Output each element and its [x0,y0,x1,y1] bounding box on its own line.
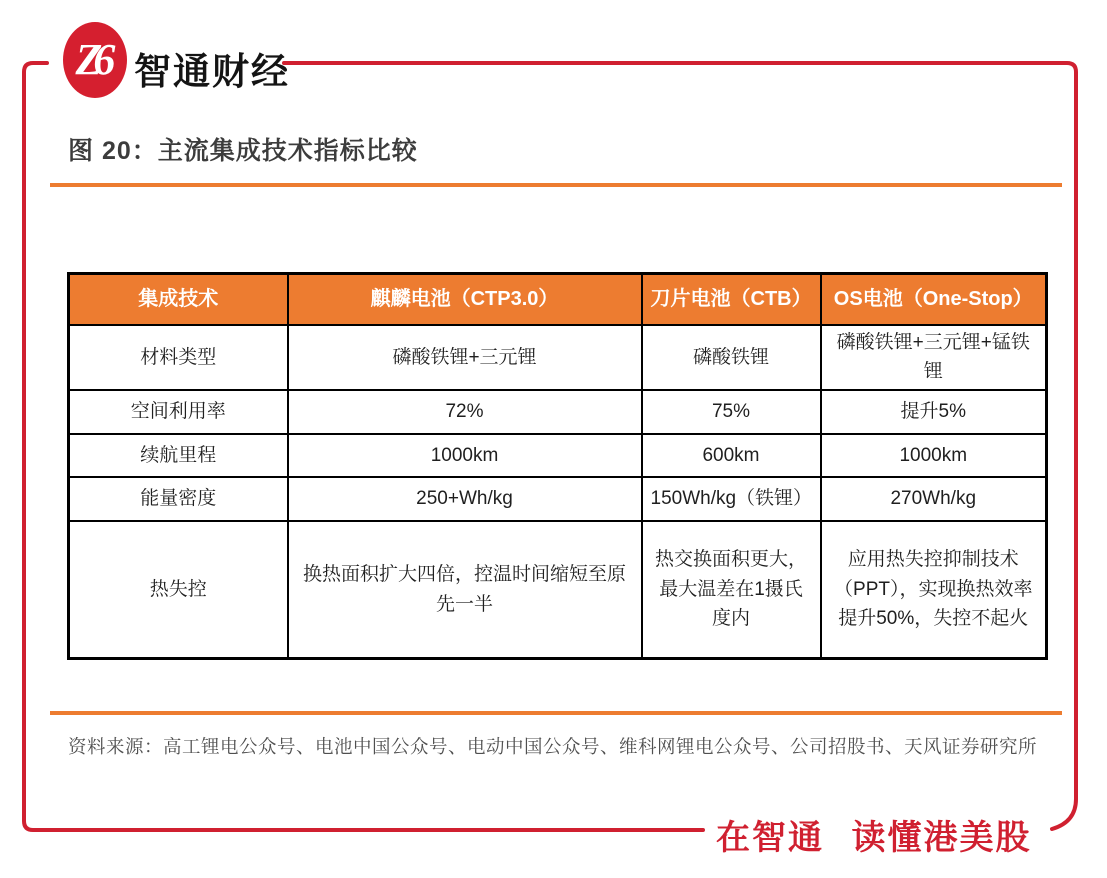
table-row [69,521,1047,659]
cell-space-blade: 75% [642,390,821,434]
row-label-energy-density: 能量密度 [69,477,288,521]
zhitong-logo [63,22,127,98]
row-label-driving-range: 续航里程 [69,434,288,477]
cell-space-os: 提升5% [821,390,1047,434]
title-divider-rule [50,183,1062,187]
cell-range-qilin: 1000km [288,434,642,477]
cell-thermal-qilin: 换热面积扩大四倍，控温时间缩短至原先一半 [288,521,642,659]
integration-tech-comparison-table [67,272,1048,660]
row-label-space-utilization: 空间利用率 [69,390,288,434]
cell-range-blade: 600km [642,434,821,477]
cell-density-blade: 150Wh/kg（铁锂） [642,477,821,521]
table-row [69,477,1047,521]
header-integration-tech: 集成技术 [69,274,288,326]
header-os-battery: OS电池（One-Stop） [821,274,1047,326]
cell-thermal-blade: 热交换面积更大，最大温差在1摄氏度内 [642,521,821,659]
cell-thermal-os: 应用热失控抑制技术（PPT），实现换热效率提升50%，失控不起火 [821,521,1047,659]
brand-slogan: 在智通 读懂港美股 [716,819,1032,857]
cell-density-os: 270Wh/kg [821,477,1047,521]
row-label-material-type: 材料类型 [69,325,288,390]
cell-range-os: 1000km [821,434,1047,477]
header-blade-battery: 刀片电池（CTB） [642,274,821,326]
source-note: 资料来源：高工锂电公众号、电池中国公众号、电动中国公众号、维科网锂电公众号、公司招股书、天风证券研究所 [68,736,1038,757]
zhitong-logo-glyph-icon: Z6 [75,35,107,84]
figure-title: 图 20：主流集成技术指标比较 [68,137,418,165]
cell-material-blade: 磷酸铁锂 [642,325,821,390]
row-label-thermal-runaway: 热失控 [69,521,288,659]
table-header-row [69,274,1047,326]
table-row [69,434,1047,477]
cell-density-qilin: 250+Wh/kg [288,477,642,521]
table-row [69,390,1047,434]
source-divider-rule [50,711,1062,715]
cell-material-os: 磷酸铁锂+三元锂+锰铁锂 [821,325,1047,390]
header-qilin-battery: 麒麟电池（CTP3.0） [288,274,642,326]
table-row [69,325,1047,390]
cell-space-qilin: 72% [288,390,642,434]
brand-name: 智通财经 [134,51,290,92]
cell-material-qilin: 磷酸铁锂+三元锂 [288,325,642,390]
